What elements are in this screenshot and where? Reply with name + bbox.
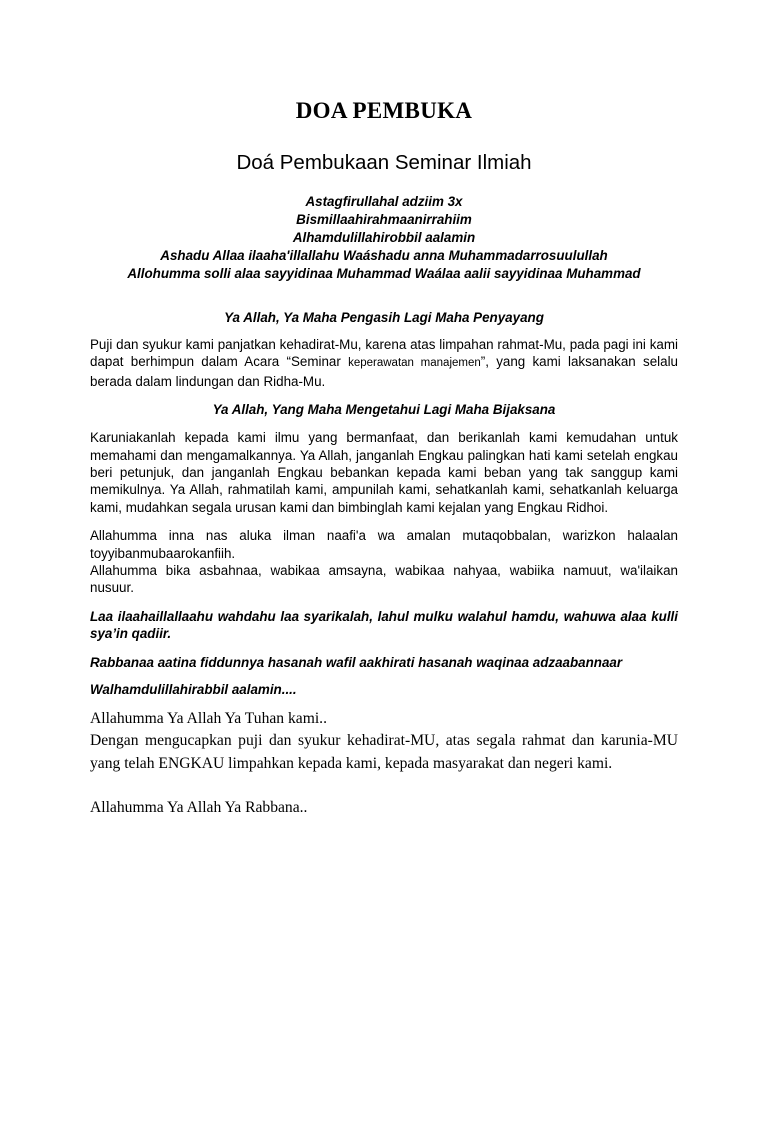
section-heading: Ya Allah, Ya Maha Pengasih Lagi Maha Penyayang [224, 310, 544, 325]
opening-line: Ashadu Allaa ilaaha'illallahu Waáshadu anna Muhammadarrosuulullah [160, 248, 608, 263]
paragraph [90, 527, 678, 597]
opening-line: Alhamdulillahirobbil aalamin [292, 230, 476, 245]
bold-prayer: Rabbanaa aatina fiddunnya hasanah wafil aakhirati hasanah waqinaa adzaabannaar [90, 654, 623, 670]
opening-line: Bismillaahirahmaanirrahiim [296, 212, 472, 227]
document-title: DOA PEMBUKA [295, 98, 473, 123]
paragraph-text: ”, yang kami laksanakan selalu berada dalam lindungan dan Ridha-Mu. [90, 354, 678, 389]
paragraph [90, 336, 678, 390]
serif-paragraph: Allahumma Ya Allah Ya Rabbana.. [90, 799, 308, 816]
paragraph-line: Allahumma Ya Allah Ya Tuhan kami.. [90, 709, 327, 727]
paragraph-text: Puji dan syukur kami panjatkan kehadirat-Mu, karena atas limpahan rahmat-Mu, pada pagi ini kami dapat berhimpun dalam Acara “Seminar [90, 337, 678, 370]
opening-prayer [90, 193, 678, 283]
opening-line: Allohumma solli alaa sayyidinaa Muhammad Waálaa aalii sayyidinaa Muhammad [127, 266, 641, 281]
opening-line: Astagfirullahal adziim 3x [305, 194, 463, 209]
document-subtitle: Doá Pembukaan Seminar Ilmiah [236, 151, 532, 174]
bold-prayer: Laa ilaahaillallaahu wahdahu laa syarikalah, lahul mulku walahul hamdu, wahuwa alaa kulli sya’in qadiir. [90, 608, 678, 642]
paragraph: Karuniakanlah kepada kami ilmu yang bermanfaat, dan berikanlah kami kemudahan untuk memahami dan mengamalkannya. Ya Allah, janganlah Engkau palingkan hati kami setelah engkau beri petunjuk, dan janganlah Engkau bebankan kepada kami beban yang tak sanggup kami memikulnya. Ya Allah, rahmatilah kami, ampunilah kami, sehatkanlah kami, sehatkanlah keluarga kami, mudahkan segala urusan kami dan bimbinglah kami kejalan yang Engkau Ridhoi. [90, 430, 678, 515]
paragraph-line: Dengan mengucapkan puji dan syukur kehadirat-MU, atas segala rahmat dan karunia-MU yang telah ENGKAU limpahkan kepada kami, kepada masyarakat dan negeri kami. [90, 732, 678, 772]
paragraph-line: Allahumma bika asbahnaa, wabikaa amsayna, wabikaa nahyaa, wabiika namuut, wa'ilaikan nusuur. [90, 563, 678, 596]
section-heading: Ya Allah, Yang Maha Mengetahui Lagi Maha Bijaksana [212, 402, 556, 418]
paragraph-line: Allahumma inna nas aluka ilman naafi'a wa amalan mutaqobbalan, warizkon halaalan toyyibanmubaarokanfiih. [90, 528, 678, 561]
bold-prayer: Walhamdulillahirabbil aalamin.... [90, 682, 297, 698]
serif-paragraph [90, 708, 678, 776]
event-name: keperawatan manajemen [348, 357, 481, 370]
document-page [0, 98, 768, 1122]
